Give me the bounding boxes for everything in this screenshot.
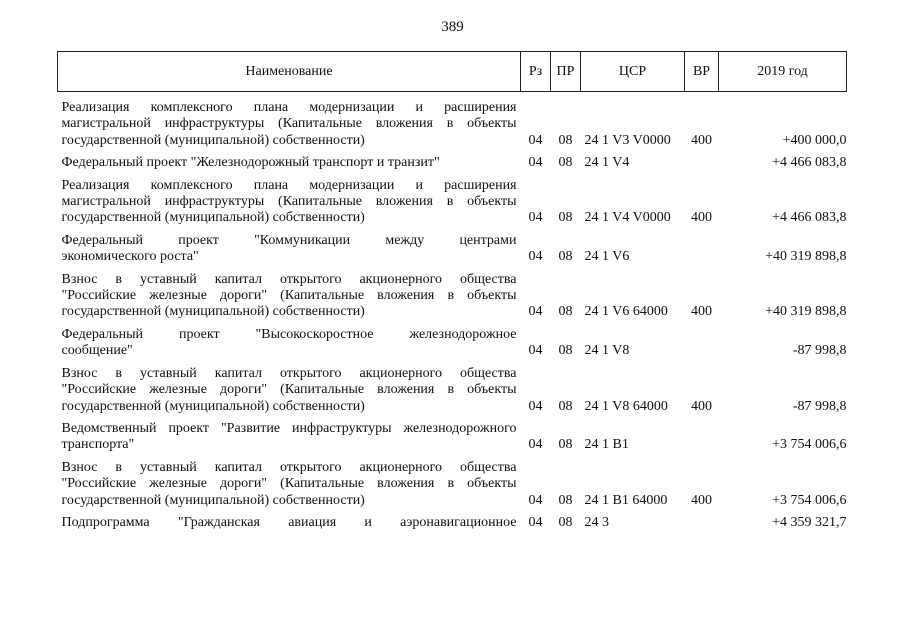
- row-name-line: Федеральный проект "Железнодорожный транспорт и транзит": [61, 155, 440, 171]
- row-amount: +4 466 083,8: [772, 155, 847, 171]
- row-name-line: государственной (муниципальной) собственности): [61, 398, 365, 414]
- table-header-row: [58, 52, 847, 92]
- page-number: 389: [441, 19, 464, 35]
- row-name-line: Федеральный проект "Высокоскоростное железнодорожное: [61, 326, 517, 342]
- row-name-line: Взнос в уставный капитал открытого акционерного общества: [61, 271, 517, 287]
- row-name: [58, 366, 521, 421]
- row-amount: -87 998,8: [792, 398, 847, 414]
- row-name-line: Взнос в уставный капитал открытого акционерного общества: [61, 459, 517, 475]
- row-csr: 24 1 V6: [584, 249, 630, 265]
- row-rz: 04: [528, 155, 543, 171]
- table-row: [58, 366, 847, 421]
- row-csr: 24 1 V3 V0000: [584, 132, 671, 148]
- header-name: Наименование: [58, 52, 521, 92]
- row-name-line: "Российские железные дороги" (Капитальные вложения в объекты: [61, 382, 517, 398]
- row-name-line: государственной (муниципальной) собственности): [61, 132, 365, 148]
- row-amount: +40 319 898,8: [765, 249, 847, 265]
- row-csr: 24 1 В1 64000: [584, 492, 668, 508]
- row-rz: 04: [528, 304, 543, 320]
- row-name-line: "Российские железные дороги" (Капитальные вложения в объекты: [61, 288, 517, 304]
- row-vr: 400: [691, 304, 712, 320]
- row-pr: 08: [558, 249, 573, 265]
- row-name-line: транспорта": [61, 437, 135, 453]
- table-row: [58, 155, 847, 177]
- table-row: [58, 327, 847, 366]
- header-pr: ПР: [551, 52, 581, 92]
- row-pr: 08: [558, 155, 573, 171]
- row-name-line: "Российские железные дороги" (Капитальные вложения в объекты: [61, 476, 517, 492]
- row-vr: [685, 155, 719, 177]
- table-row: [58, 515, 847, 537]
- row-pr: 08: [558, 210, 573, 226]
- row-name-line: Федеральный проект "Коммуникации между центрами: [61, 232, 517, 248]
- row-name-line: Реализация комплексного плана модернизации и расширения: [61, 177, 517, 193]
- row-csr: 24 1 В1: [584, 437, 629, 453]
- row-vr: 400: [691, 492, 712, 508]
- row-name: [58, 327, 521, 366]
- row-pr: 08: [558, 514, 573, 530]
- row-name-line: Взнос в уставный капитал открытого акционерного общества: [61, 365, 517, 381]
- row-pr: 08: [558, 398, 573, 414]
- row-name: [58, 515, 521, 537]
- table-row: [58, 92, 847, 156]
- row-vr: [685, 421, 719, 460]
- row-csr: 24 3: [584, 514, 609, 530]
- row-rz: 04: [528, 210, 543, 226]
- row-name: [58, 178, 521, 233]
- row-pr: 08: [558, 343, 573, 359]
- row-name-line: экономического роста": [61, 249, 199, 265]
- row-name-line: государственной (муниципальной) собственности): [61, 210, 365, 226]
- header-vr: ВР: [685, 52, 719, 92]
- row-vr: 400: [691, 132, 712, 148]
- row-vr: [685, 327, 719, 366]
- row-csr: 24 1 V8 64000: [584, 398, 668, 414]
- budget-table: [57, 51, 847, 537]
- row-amount: +400 000,0: [782, 132, 847, 148]
- row-vr: [685, 233, 719, 272]
- row-pr: 08: [558, 304, 573, 320]
- row-name-line: государственной (муниципальной) собственности): [61, 304, 365, 320]
- row-name: [58, 272, 521, 327]
- row-amount: +40 319 898,8: [765, 304, 847, 320]
- row-vr: 400: [691, 398, 712, 414]
- table-row: [58, 421, 847, 460]
- row-name-line: Ведомственный проект "Развитие инфраструктуры железнодорожного: [61, 420, 517, 436]
- row-name: [58, 421, 521, 460]
- header-csr: ЦСР: [581, 52, 685, 92]
- row-amount: +3 754 006,6: [772, 437, 847, 453]
- row-pr: 08: [558, 492, 573, 508]
- row-rz: 04: [528, 132, 543, 148]
- row-amount: +3 754 006,6: [772, 492, 847, 508]
- row-vr: 400: [691, 210, 712, 226]
- row-name-line: магистральной инфраструктуры (Капитальные вложения в объекты: [61, 194, 517, 210]
- row-csr: 24 1 V4 V0000: [584, 210, 671, 226]
- table-row: [58, 178, 847, 233]
- row-name: [58, 92, 521, 156]
- row-rz: 04: [528, 249, 543, 265]
- row-vr: [685, 515, 719, 537]
- row-name: [58, 233, 521, 272]
- row-csr: 24 1 V8: [584, 343, 630, 359]
- row-pr: 08: [558, 437, 573, 453]
- row-name: [58, 155, 521, 177]
- row-name: [58, 460, 521, 515]
- header-amount: 2019 год: [719, 52, 847, 92]
- row-rz: 04: [528, 343, 543, 359]
- row-name-line: государственной (муниципальной) собственности): [61, 492, 365, 508]
- table-row: [58, 460, 847, 515]
- row-name-line: сообщение": [61, 343, 133, 359]
- row-rz: 04: [528, 514, 543, 530]
- row-rz: 04: [528, 437, 543, 453]
- table-body: [58, 92, 847, 538]
- header-rz: Рз: [521, 52, 551, 92]
- table-row: [58, 233, 847, 272]
- row-rz: 04: [528, 398, 543, 414]
- row-name-line: Подпрограмма "Гражданская авиация и аэронавигационное: [61, 514, 517, 530]
- row-csr: 24 1 V6 64000: [584, 304, 668, 320]
- row-csr: 24 1 V4: [584, 155, 630, 171]
- row-amount: -87 998,8: [792, 343, 847, 359]
- row-amount: +4 466 083,8: [772, 210, 847, 226]
- table-row: [58, 272, 847, 327]
- row-name-line: магистральной инфраструктуры (Капитальные вложения в объекты: [61, 116, 517, 132]
- row-rz: 04: [528, 492, 543, 508]
- row-name-line: Реализация комплексного плана модернизации и расширения: [61, 100, 517, 115]
- row-pr: 08: [558, 132, 573, 148]
- row-amount: +4 359 321,7: [772, 514, 847, 530]
